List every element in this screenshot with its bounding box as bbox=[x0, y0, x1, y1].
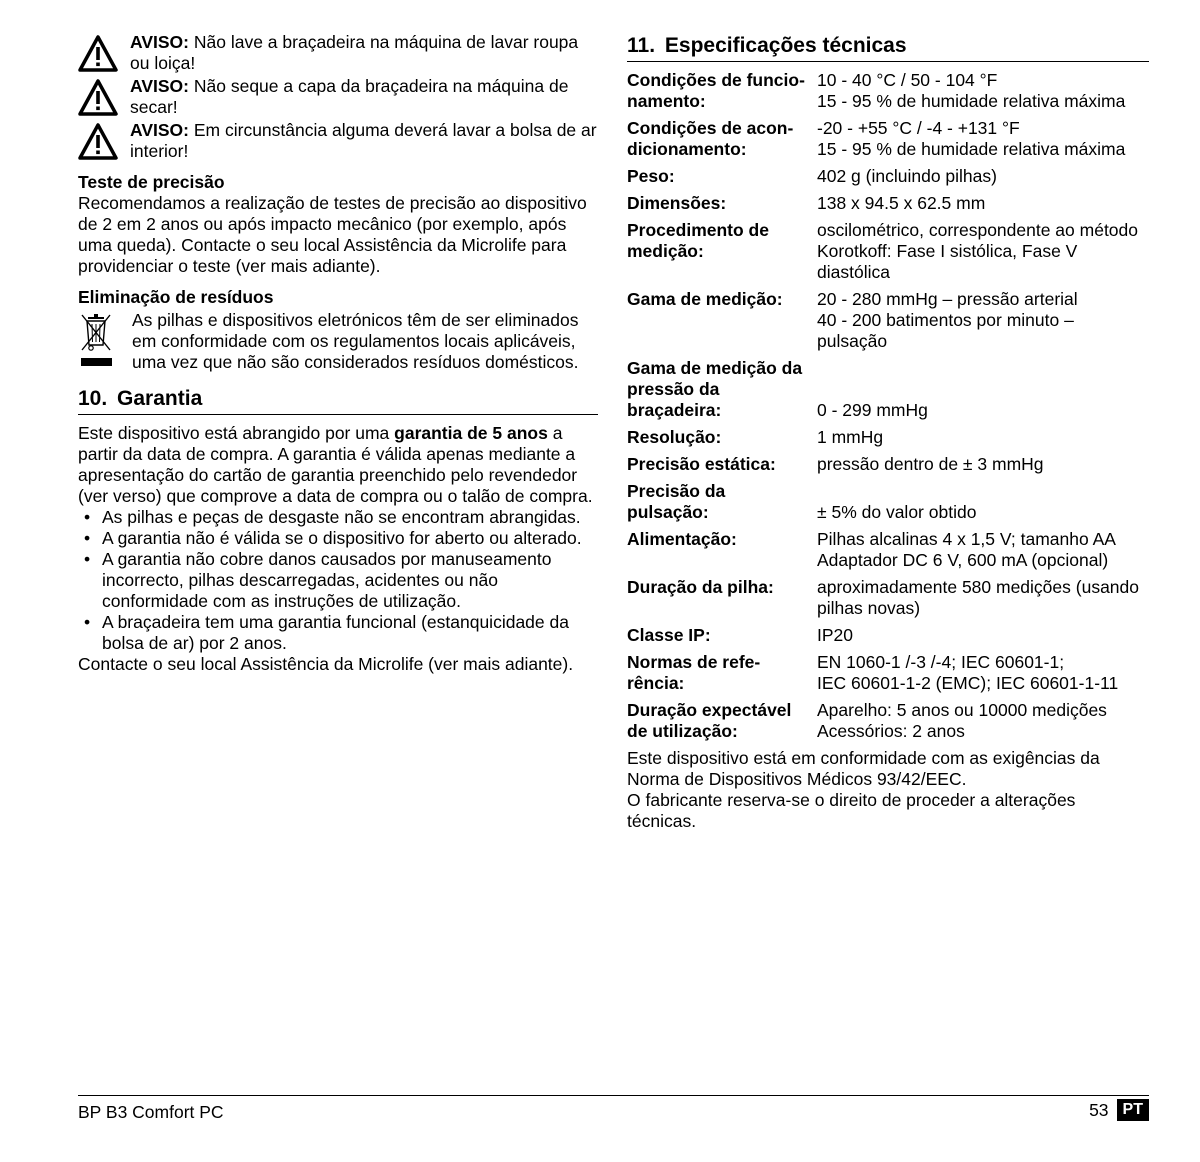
right-column bbox=[627, 32, 1149, 832]
spec-value: ± 5% do valor obtido bbox=[817, 502, 977, 522]
section-number: 11. bbox=[627, 34, 656, 57]
warning-text: Não lave a braçadeira na máquina de lavar roupa ou loiça! bbox=[130, 32, 579, 73]
warning-wash bbox=[78, 32, 598, 74]
warranty-duration: garantia de 5 anos bbox=[394, 423, 548, 443]
list-item: • A braçadeira tem uma garantia funcional (estanquicidade da bolsa de ar) por 2 anos. bbox=[78, 612, 598, 654]
table-row bbox=[627, 187, 1149, 214]
changes-note: O fabricante reserva-se o direito de proceder a alterações técnicas. bbox=[627, 790, 1076, 831]
spec-value: Pilhas alcalinas 4 x 1,5 V; tamanho AA Adaptador DC 6 V, 600 mA (opcional) bbox=[817, 529, 1116, 570]
table-row bbox=[627, 160, 1149, 187]
table-row bbox=[627, 70, 1149, 112]
footer-divider bbox=[78, 1095, 1149, 1096]
spec-value: 402 g (incluindo pilhas) bbox=[817, 166, 997, 186]
warning-label: AVISO: bbox=[130, 76, 189, 96]
footer-product: BP B3 Comfort PC bbox=[78, 1102, 224, 1122]
spec-value: Aparelho: 5 anos ou 10000 medições Acessórios: 2 anos bbox=[817, 700, 1107, 741]
spec-value: -20 - +55 °C / -4 - +131 °F 15 - 95 % de humidade relativa máxima bbox=[817, 118, 1126, 159]
table-row bbox=[627, 283, 1149, 352]
table-row bbox=[627, 694, 1149, 742]
spec-label: Classe IP: bbox=[627, 625, 711, 645]
spec-label: Condições de funcio- namento: bbox=[627, 70, 805, 111]
footer-page bbox=[1089, 1099, 1149, 1121]
warning-text: Não seque a capa da braçadeira na máquina de secar! bbox=[130, 76, 569, 117]
warranty-list bbox=[78, 507, 598, 654]
list-item: • A garantia não cobre danos causados por manuseamento incorrecto, pilhas descarregadas, acidentes ou não conformidade com as instruções de utilização. bbox=[78, 549, 598, 612]
table-row bbox=[627, 112, 1149, 160]
warning-label: AVISO: bbox=[130, 32, 189, 52]
accuracy-title: Teste de precisão bbox=[78, 172, 225, 192]
spec-value: aproximadamente 580 medições (usando pilhas novas) bbox=[817, 577, 1139, 618]
spec-value: IP20 bbox=[817, 625, 853, 645]
warning-triangle-icon bbox=[78, 34, 118, 74]
spec-label: Precisão da pulsação: bbox=[627, 481, 726, 522]
language-badge: PT bbox=[1117, 1099, 1149, 1121]
section-title: Garantia bbox=[117, 387, 203, 410]
spec-value: oscilométrico, correspondente ao método Korotkoff: Fase I sistólica, Fase V diastólica bbox=[817, 220, 1139, 282]
spec-value: pressão dentro de ± 3 mmHg bbox=[817, 454, 1044, 474]
spec-label: Condições de acon- dicionamento: bbox=[627, 118, 794, 159]
spec-value: 0 - 299 mmHg bbox=[817, 400, 928, 420]
table-row bbox=[627, 352, 1149, 421]
spec-label: Gama de medição: bbox=[627, 289, 783, 309]
spec-label: Gama de medição da pressão da braçadeira: bbox=[627, 358, 803, 420]
disposal-title: Eliminação de resíduos bbox=[78, 287, 274, 307]
warning-bladder bbox=[78, 120, 598, 162]
warranty-heading bbox=[78, 387, 598, 415]
table-row bbox=[627, 646, 1149, 694]
spec-value: 1 mmHg bbox=[817, 427, 884, 447]
list-item: • As pilhas e peças de desgaste não se encontram abrangidas. bbox=[78, 507, 598, 528]
warning-dry bbox=[78, 76, 598, 118]
warning-text: Em circunstância alguma deverá lavar a bolsa de ar interior! bbox=[130, 120, 597, 161]
spec-label: Dimensões: bbox=[627, 193, 727, 213]
crossed-bin-icon bbox=[78, 312, 116, 370]
spec-label: Peso: bbox=[627, 166, 675, 186]
table-row bbox=[627, 475, 1149, 523]
warning-triangle-icon bbox=[78, 122, 118, 162]
specs-table bbox=[627, 70, 1149, 742]
table-row bbox=[627, 523, 1149, 571]
spec-label: Duração expectável de utilização: bbox=[627, 700, 792, 741]
spec-label: Normas de refe- rência: bbox=[627, 652, 761, 693]
spec-value: 138 x 94.5 x 62.5 mm bbox=[817, 193, 986, 213]
spec-value: EN 1060-1 /-3 /-4; IEC 60601-1; IEC 60601-1-2 (EMC); IEC 60601-1-11 bbox=[817, 652, 1119, 693]
table-row bbox=[627, 448, 1149, 475]
specs-heading bbox=[627, 34, 1149, 62]
section-number: 10. bbox=[78, 387, 108, 410]
warranty-intro: Este dispositivo está abrangido por uma garantia de 5 anos a partir da data de compra. A garantia é válida apenas mediante a apresentação do cartão de garantia preenchido pelo revendedor (ver verso) que comprove a data de compra ou o talão de compra. bbox=[78, 423, 593, 506]
table-row bbox=[627, 619, 1149, 646]
conformity-note: Este dispositivo está em conformidade com as exigências da Norma de Dispositivos Médicos 93/42/EEC. bbox=[627, 748, 1100, 789]
spec-value: 10 - 40 °C / 50 - 104 °F 15 - 95 % de humidade relativa máxima bbox=[817, 70, 1126, 111]
section-title: Especificações técnicas bbox=[664, 34, 907, 57]
accuracy-text: Recomendamos a realização de testes de precisão ao dispositivo de 2 em 2 anos ou após impacto mecânico (por exemplo, após uma queda). Contacte o seu local Assistência da Microlife para providenciar o teste (ver mais adiante). bbox=[78, 193, 587, 276]
spec-label: Duração da pilha: bbox=[627, 577, 774, 597]
table-row bbox=[627, 421, 1149, 448]
disposal-block bbox=[78, 310, 598, 373]
spec-value: 20 - 280 mmHg – pressão arterial 40 - 200 batimentos por minuto – pulsação bbox=[817, 289, 1078, 351]
spec-label: Alimentação: bbox=[627, 529, 737, 549]
warning-label: AVISO: bbox=[130, 120, 189, 140]
table-row bbox=[627, 571, 1149, 619]
spec-label: Precisão estática: bbox=[627, 454, 776, 474]
warranty-closing: Contacte o seu local Assistência da Microlife (ver mais adiante). bbox=[78, 654, 574, 674]
spec-label: Procedimento de medição: bbox=[627, 220, 769, 261]
spec-label: Resolução: bbox=[627, 427, 722, 447]
page-number: 53 bbox=[1089, 1099, 1109, 1120]
disposal-text: As pilhas e dispositivos eletrónicos têm de ser eliminados em conformidade com os regulamentos locais aplicáveis, uma vez que não são considerados resíduos domésticos. bbox=[132, 310, 579, 372]
table-row bbox=[627, 214, 1149, 283]
warning-triangle-icon bbox=[78, 78, 118, 118]
left-column bbox=[78, 32, 598, 675]
list-item: • A garantia não é válida se o dispositivo for aberto ou alterado. bbox=[78, 528, 598, 549]
